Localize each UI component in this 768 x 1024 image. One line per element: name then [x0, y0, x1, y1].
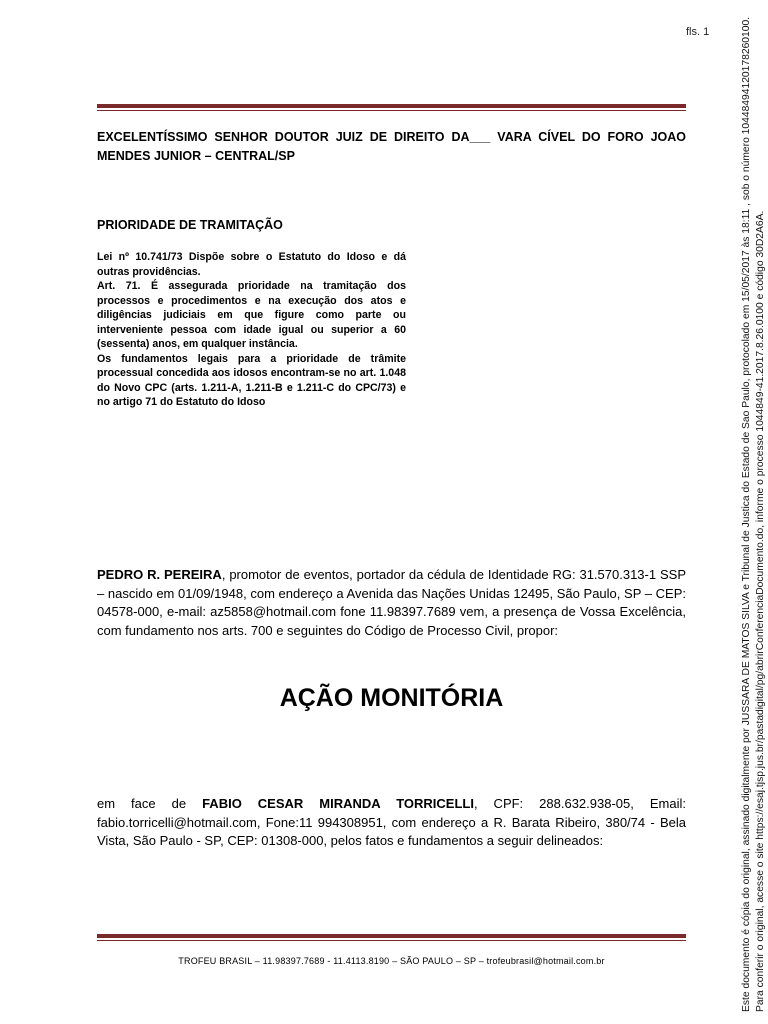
priority-heading: PRIORIDADE DE TRAMITAÇÃO	[97, 218, 283, 232]
legal-grounds: Os fundamentos legais para a prioridade de trâmite processual concedida aos idosos encontram-se no art. 1.048 do Novo CPC (arts. 1.211-A, 1.211-B e 1.211-C do CPC/73) e no artigo 71 do Estatuto do Idoso	[97, 352, 406, 408]
defendant-paragraph	[97, 795, 686, 851]
stamp-line-1: Este documento é cópia do original, assinado digitalmente por JUSSARA DE MATOS SILVA e Tribunal de Justica do Estado de Sao Paulo, protocolado em 15/05/2017 às 18:11 , sob o número 10448494120178260100.	[741, 16, 752, 1012]
defendant-details: , CPF: 288.632.938-05, Email: fabio.torricelli@hotmail.com, Fone:11 994308951, com endereço a R. Barata Ribeiro, 380/74 - Bela Vista, São Paulo - SP, CEP: 01308-000, pelos fatos e fundamentos a seguir delineados:	[97, 796, 686, 848]
digital-signature-stamp	[740, 2, 767, 1012]
page-number: fls. 1	[686, 26, 710, 38]
plaintiff-qualification: , promotor de eventos, portador da cédula de Identidade RG: 31.570.313-1 SSP – nascido em 01/09/1948, com endereço a Avenida das Nações Unidas 12495, São Paulo, SP – CEP: 04578-000, e-mail: az5858@hotmail.com fone 11.98397.7689 vem, a presença de Vossa Excelência, com fundamento nos arts. 700 e seguintes do Código de Processo Civil, propor:	[97, 567, 686, 638]
addressee-heading: EXCELENTÍSSIMO SENHOR DOUTOR JUIZ DE DIREITO DA___ VARA CÍVEL DO FORO JOAO MENDES JUNIOR – CENTRAL/SP	[97, 130, 686, 163]
law-reference: Lei nº 10.741/73 Dispõe sobre o Estatuto do Idoso e dá outras providências.	[97, 251, 406, 278]
plaintiff-paragraph	[97, 566, 686, 640]
action-title: AÇÃO MONITÓRIA	[279, 684, 504, 712]
footer-rule	[97, 934, 686, 941]
defendant-name: FABIO CESAR MIRANDA TORRICELLI	[202, 796, 474, 811]
priority-notice	[97, 250, 406, 410]
article-71: Art. 71. É assegurada prioridade na tramitação dos processos e procedimentos e na execução dos atos e diligências judiciais em que figure como parte ou interveniente pessoa com idade igual ou superior a 60 (sessenta) anos, em qualquer instância.	[97, 280, 406, 350]
stamp-line-2: Para conferir o original, acesse o site https://esaj.tjsp.jus.br/pastadigital/pg/abrirConferenciaDocumento.do, informe o processo 1044849-41.2017.8.26.0100 e código 30D2A6A.	[754, 210, 766, 1012]
header-rule	[97, 104, 686, 111]
footer-contact: TROFEU BRASIL – 11.98397.7689 - 11.4113.8190 – SÃO PAULO – SP – trofeubrasil@hotmail.com.br	[178, 956, 605, 966]
plaintiff-name: PEDRO R. PEREIRA	[97, 567, 222, 582]
defendant-prefix: em face de	[97, 796, 203, 811]
